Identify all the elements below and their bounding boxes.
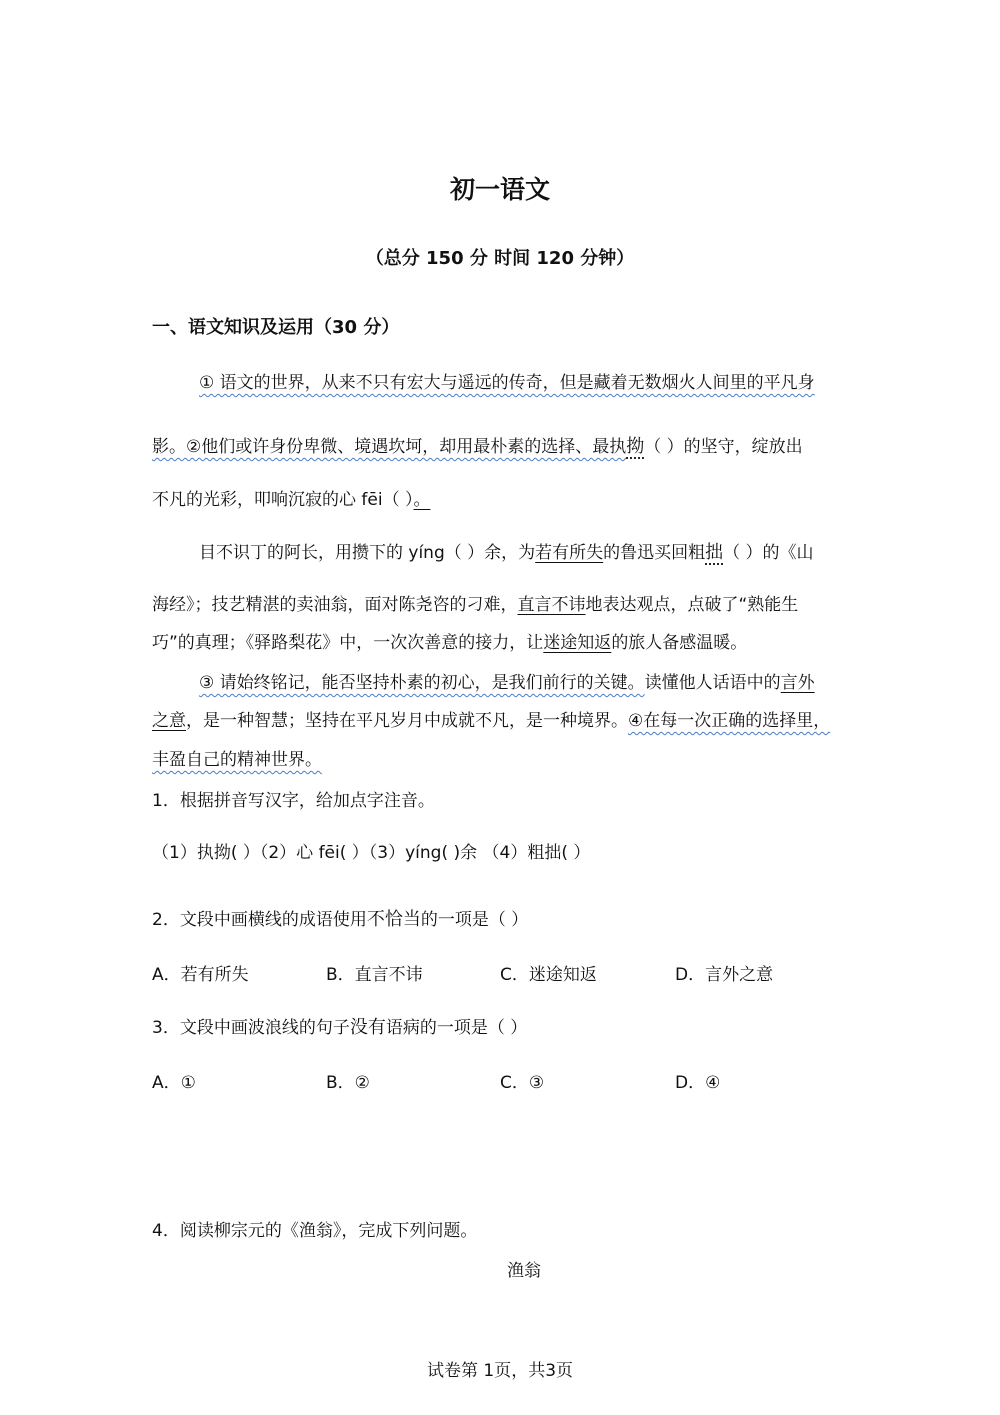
question-1-items: （1）执拗( ）（2）心 fēi( ）（3）yíng( )余 （4）粗拙( ） xyxy=(152,843,591,863)
sentence-text: 目不识丁的阿长，用攒下的 yíng（ ）余，为 xyxy=(199,543,536,563)
passage-line xyxy=(152,745,322,770)
section-heading: 一、语文知识及运用（30 分） xyxy=(152,317,400,338)
passage-line xyxy=(199,668,815,693)
sentence-text: 巧”的真理；《驿路梨花》中，一次次善意的接力，让 xyxy=(152,633,544,653)
question-3-stem xyxy=(152,1013,527,1039)
sentence-end: 。 xyxy=(413,490,431,510)
sentence-text: 读懂他人话语中的 xyxy=(644,673,781,693)
question-4-stem: 4．阅读柳宗元的《渔翁》，完成下列问题。 xyxy=(152,1221,478,1241)
idiom-underlined: 迷途知返 xyxy=(543,633,612,653)
option-b[interactable]: B．② xyxy=(326,1073,370,1093)
passage-line xyxy=(152,485,430,510)
passage-line xyxy=(152,628,747,653)
poem-title: 渔翁 xyxy=(507,1261,541,1281)
dotted-char: 拙 xyxy=(705,542,724,563)
question-2-stem xyxy=(152,905,528,931)
exam-subtitle: （总分 150 分 时间 120 分钟） xyxy=(365,248,635,269)
idiom-underlined: 若有所失 xyxy=(535,543,604,563)
sentence-text: 的鲁迅买回粗 xyxy=(603,543,706,563)
option-a[interactable]: A．① xyxy=(152,1073,196,1093)
passage-line xyxy=(152,590,798,615)
idiom-underlined: 直言不讳 xyxy=(517,595,586,615)
stem-emphasis: 不恰当 xyxy=(366,909,421,930)
sentence-text: 的旅人备感温暖。 xyxy=(611,633,748,653)
sentence-text: 不凡的光彩，叩响沉寂的心 fēi（ ） xyxy=(152,490,414,510)
sentence-text: ，是一种智慧；坚持在平凡岁月中成就不凡，是一种境界。 xyxy=(186,711,628,731)
sentence-text: 地表达观点，点破了“熟能生 xyxy=(585,595,799,615)
option-d[interactable]: D．言外之意 xyxy=(675,965,774,985)
blank-text: （ ）的坚守，绽放出 xyxy=(644,437,803,457)
idiom-underlined: 言外 xyxy=(780,673,815,693)
sentence-2: 影。②他们或许身份卑微、境遇坎坷，却用最朴素的选择、最执 xyxy=(152,437,627,457)
stem-text: 的一项是（ ） xyxy=(420,910,529,930)
stem-emphasis: 没有 xyxy=(349,1017,386,1038)
sentence-4-end: 丰盈自己的精神世界。 xyxy=(152,750,322,770)
stem-text: 3．文段中画波浪线的句子 xyxy=(152,1018,350,1038)
dotted-char: 拗 xyxy=(626,436,645,457)
passage-line xyxy=(199,538,814,564)
idiom-underlined: 之意 xyxy=(152,711,186,731)
question-1-stem: 1．根据拼音写汉字，给加点字注音。 xyxy=(152,791,435,811)
page-title: 初一语文 xyxy=(449,175,550,204)
option-c[interactable]: C．③ xyxy=(500,1073,545,1093)
passage-line xyxy=(199,368,815,393)
option-a[interactable]: A．若有所失 xyxy=(152,965,249,985)
option-c[interactable]: C．迷途知返 xyxy=(500,965,597,985)
option-b[interactable]: B．直言不讳 xyxy=(326,965,423,985)
sentence-1: ① 语文的世界，从来不只有宏大与遥远的传奇，但是藏着无数烟火人间里的平凡身 xyxy=(199,373,815,393)
sentence-text: （ ）的《山 xyxy=(723,543,814,563)
option-d[interactable]: D．④ xyxy=(675,1073,721,1093)
passage-line xyxy=(152,706,830,731)
sentence-4: ④在每一次正确的选择里， xyxy=(628,711,831,731)
page-footer: 试卷第 1页，共3页 xyxy=(426,1361,574,1381)
sentence-text: 海经》；技艺精湛的卖油翁，面对陈尧咨的刁难， xyxy=(152,595,518,615)
sentence-3: ③ 请始终铭记，能否坚持朴素的初心，是我们前行的关键。 xyxy=(199,673,645,693)
stem-text: 语病的一项是（ ） xyxy=(385,1018,528,1038)
passage-line xyxy=(152,432,803,458)
stem-text: 2．文段中画横线的成语使用 xyxy=(152,910,367,930)
